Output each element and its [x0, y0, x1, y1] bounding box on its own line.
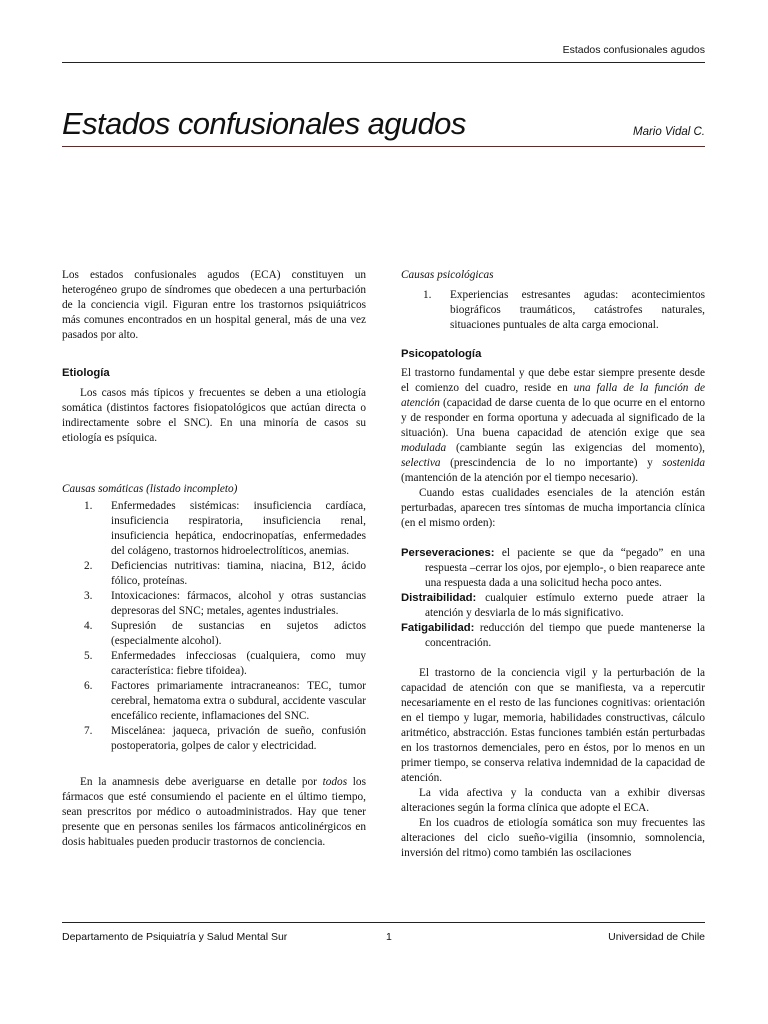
- section-heading-etiologia: Etiología: [62, 367, 110, 379]
- title-rule: [62, 146, 705, 147]
- running-head: Estados confusionales agudos: [562, 44, 705, 56]
- psychological-causes-list: [401, 288, 705, 333]
- symptoms-list: [401, 546, 705, 651]
- symptom-item: Distraibilidad: cualquier estímulo externo puede atraer la atención y desviarla de lo más significativo.: [401, 592, 705, 619]
- list-item: 2. Deficiencias nutritivas: tiamina, niacina, B12, ácido fólico, proteínas.: [84, 560, 366, 587]
- attention-paragraph: Cuando estas cualidades esenciales de la atención están perturbadas, aparecen tres síntomas de mucha importancia clínica (en el mismo orden):: [401, 487, 705, 529]
- subheading-causas-psicologicas: Causas psicológicas: [401, 269, 494, 281]
- subheading-causas-somaticas: Causas somáticas (listado incompleto): [62, 483, 238, 495]
- list-item: 4. Supresión de sustancias en sujetos adictos (especialmente alcohol).: [84, 620, 366, 647]
- list-item: 7. Miscelánea: jaqueca, privación de sueño, confusión postoperatoria, golpes de calor y electricidad.: [84, 725, 366, 752]
- footer-rule: [62, 922, 705, 923]
- author-name: Mario Vidal C.: [632, 126, 705, 138]
- psicopatologia-paragraph: El trastorno fundamental y que debe estar siempre presente desde el comienzo del cuadro, reside en una falla de la función de atención (capacidad de darse cuenta de lo que ocurre en el entorno y de responder en forma oportuna y adecuada al significado de la situación). Una buena capacidad de atención exige que sea modulada (cambiante según las exigencias del momento), selectiva (prescindencia de lo no importante) y sostenida (mantención de la atención por el tiempo necesario).: [401, 367, 705, 484]
- symptom-item: Fatigabilidad: reducción del tiempo que puede mantenerse la concentración.: [401, 622, 705, 649]
- somatic-causes-list: [62, 499, 366, 754]
- somatic-paragraph: En los cuadros de etiología somática son muy frecuentes las alteraciones del ciclo sueño-vigilia (insomnio, somnolencia, inversión del ritmo) como también las oscilaciones: [401, 817, 705, 859]
- list-item: 3. Intoxicaciones: fármacos, alcohol y otras sustancias depresoras del SNC; metales, agentes industriales.: [84, 590, 366, 617]
- etiologia-paragraph: Los casos más típicos y frecuentes se deben a una etiología somática (distintos factores fisiopatológicos que actúan directa o indirectamente sobre el SNC). En una minoría de casos su etiología es psíquica.: [62, 387, 366, 444]
- anamnesis-paragraph: En la anamnesis debe averiguarse en detalle por todos los fármacos que esté consumiendo el paciente en el último tiempo, sean prescritos por médico o autoadministrados. Hay que tener presente que en personas seniles los fármacos anticolinérgicos en dosis habituales pueden producir trastornos de conciencia.: [62, 776, 366, 848]
- footer-department: Departamento de Psiquiatría y Salud Mental Sur: [62, 931, 288, 943]
- page-number: 1: [386, 931, 392, 943]
- list-item: 1. Enfermedades sistémicas: insuficiencia cardíaca, insuficiencia respiratoria, insuficiencia renal, insuficiencia hepática, endocrinopatías, enfermedades del colágeno, trastornos hidroelectrolíticos, anemias.: [84, 500, 366, 557]
- left-column: [62, 268, 366, 850]
- section-heading-psicopatologia: Psicopatología: [401, 348, 482, 360]
- list-item: 6. Factores primariamente intracraneanos: TEC, tumor cerebral, hematoma extra o subdural, accidente vascular encefálico reciente, inflamaciones del SNC.: [84, 680, 366, 722]
- list-item: 5. Enfermedades infecciosas (cualquiera, como muy característica: fiebre tifoidea).: [84, 650, 366, 677]
- list-item: 1. Experiencias estresantes agudas: acontecimientos biográficos traumáticos, catástrofes naturales, situaciones puntuales de alta carga emocional.: [423, 289, 705, 331]
- affective-paragraph: La vida afectiva y la conducta van a exhibir diversas alteraciones según la forma clínica que adopte el ECA.: [401, 787, 705, 814]
- symptom-item: Perseveraciones: el paciente se que da “pegado” en una respuesta –cerrar los ojos, por ejemplo-, o bien reaparece ante una respuesta dada a una solicitud hecha poco antes.: [401, 547, 705, 589]
- intro-paragraph: Los estados confusionales agudos (ECA) constituyen un heterogéneo grupo de síndromes que obedecen a una perturbación de la conciencia vigil. Figuran entre los trastornos psiquiátricos más comunes encontrados en un hospital general, más de una vez pasados por alto.: [62, 269, 366, 341]
- page-title: Estados confusionales agudos: [62, 106, 466, 141]
- header-rule: [62, 62, 705, 63]
- footer-university: Universidad de Chile: [608, 931, 705, 943]
- right-column: [401, 268, 705, 861]
- cognitive-functions-paragraph: El trastorno de la conciencia vigil y la perturbación de la capacidad de atención con que se manifiesta, va a repercutir necesariamente en el resto de las funciones cognitivas: orientación en el tiempo y lugar, memoria, habilidades constructivas, cálculo aritmético, abstracción. Estas funciones también están perturbadas en los trastornos demenciales, pero en éstos, por lo menos en un primer tiempo, se conserva relativa indemnidad de la capacidad de atención.: [401, 667, 705, 784]
